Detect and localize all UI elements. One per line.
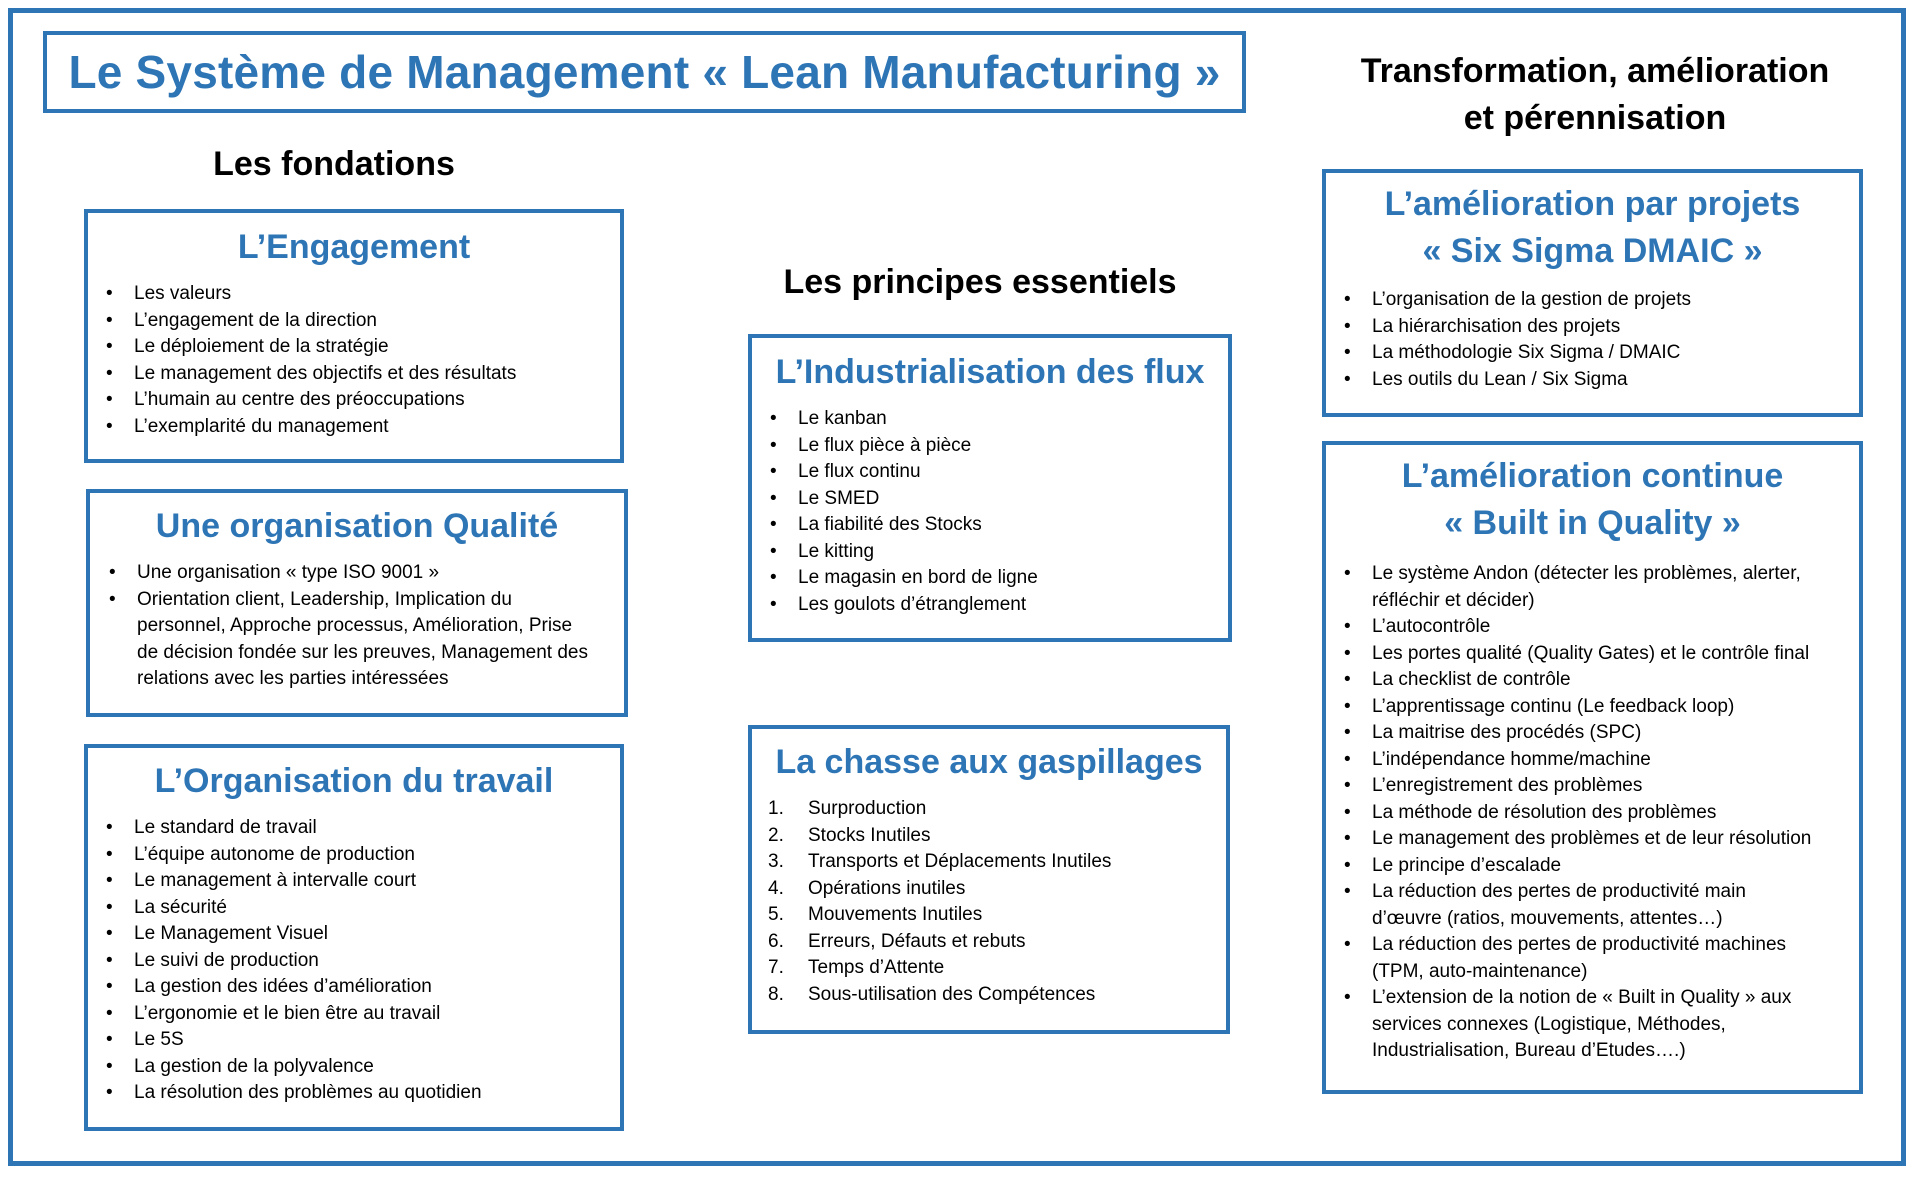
list-item	[137, 560, 624, 587]
list-item	[1372, 561, 1859, 614]
list-item: • Le flux continu	[798, 459, 1228, 486]
continuous-list	[1372, 561, 1859, 1065]
list-item	[1372, 853, 1859, 880]
continuous-box	[1322, 441, 1863, 1094]
list-item-line: • La méthode de résolution des problèmes	[1372, 801, 1717, 823]
list-item: • Le 5S	[134, 1027, 620, 1054]
list-item	[1372, 641, 1859, 668]
list-item: • Le kanban	[798, 406, 1228, 433]
list-item: • L’engagement de la direction	[134, 308, 620, 335]
list-item	[1372, 667, 1859, 694]
item-text: Mouvements Inutiles	[808, 904, 983, 925]
heading-principles: Les principes essentiels	[783, 263, 1177, 301]
list-item: • La gestion des idées d’amélioration	[134, 974, 620, 1001]
heading-transformation	[1320, 48, 1870, 142]
list-item: • Le magasin en bord de ligne	[798, 565, 1228, 592]
list-item-line: réfléchir et décider)	[1372, 589, 1535, 611]
quality-org-title: Une organisation Qualité	[155, 507, 559, 545]
list-item	[1372, 614, 1859, 641]
list-item-line: • Le management des problèmes et de leur résolution	[1372, 828, 1812, 849]
list-item: • Le management des objectifs et des résultats	[134, 361, 620, 388]
list-item-line: (TPM, auto-maintenance)	[1372, 960, 1588, 982]
list-item: • Le déploiement de la stratégie	[134, 334, 620, 361]
list-item: • Les valeurs	[134, 281, 620, 308]
engagement-box	[84, 209, 624, 463]
item-number: 3.	[768, 851, 784, 872]
flux-list	[798, 406, 1228, 618]
list-item	[1372, 879, 1859, 932]
item-text: Temps d’Attente	[808, 957, 945, 978]
quality-org-list	[137, 560, 624, 693]
title-box	[43, 31, 1246, 113]
list-item: • Le flux pièce à pièce	[798, 433, 1228, 460]
list-item	[1372, 720, 1859, 747]
list-item-line: • L’apprentissage continu (Le feedback loop)	[1372, 695, 1735, 717]
list-item-line: • L’indépendance homme/machine	[1372, 748, 1651, 770]
work-org-box	[84, 744, 624, 1131]
numbered-item	[768, 902, 1226, 929]
quality-org-box	[86, 489, 628, 717]
list-item-line: relations avec les parties intéressées	[137, 668, 449, 689]
engagement-list	[134, 281, 620, 440]
list-item: • La méthodologie Six Sigma / DMAIC	[1372, 340, 1859, 367]
list-item-line: • La checklist de contrôle	[1372, 669, 1571, 690]
heading-transformation-line1: Transformation, amélioration	[1360, 52, 1830, 90]
list-item-line: • L’enregistrement des problèmes	[1372, 775, 1643, 796]
item-number: 7.	[768, 957, 784, 978]
list-item-line: • Le principe d’escalade	[1372, 854, 1562, 876]
item-text: Opérations inutiles	[808, 877, 966, 899]
list-item	[1372, 800, 1859, 827]
list-item: • Les goulots d’étranglement	[798, 592, 1228, 619]
list-item: • Le SMED	[798, 486, 1228, 513]
numbered-item	[768, 876, 1226, 903]
list-item: • L’ergonomie et le bien être au travail	[134, 1001, 620, 1028]
item-number: 5.	[768, 904, 784, 925]
list-item: • La fiabilité des Stocks	[798, 512, 1228, 539]
continuous-title-line2: « Built in Quality »	[1444, 504, 1741, 542]
list-item	[1372, 747, 1859, 774]
list-item: • Le suivi de production	[134, 948, 620, 975]
list-item: • Le kitting	[798, 539, 1228, 566]
page-title: Le Système de Management « Lean Manufacturing »	[68, 46, 1221, 98]
waste-title: La chasse aux gaspillages	[775, 743, 1203, 781]
list-item-line: • La réduction des pertes de productivité main	[1372, 881, 1746, 902]
item-number: 1.	[768, 798, 784, 819]
list-item: • L’exemplarité du management	[134, 414, 620, 441]
list-item-line: • Orientation client, Leadership, Implication du	[137, 588, 512, 610]
list-item: • L’organisation de la gestion de projets	[1372, 287, 1859, 314]
projects-box	[1322, 169, 1863, 417]
list-item-line: • Une organisation « type ISO 9001 »	[137, 562, 440, 583]
numbered-item	[768, 823, 1226, 850]
projects-title	[1326, 181, 1859, 275]
numbered-item	[768, 955, 1226, 982]
heading-foundations: Les fondations	[213, 145, 455, 183]
list-item: • Le Management Visuel	[134, 921, 620, 948]
list-item-line: • La maitrise des procédés (SPC)	[1372, 722, 1642, 743]
item-number: 6.	[768, 930, 784, 952]
projects-list	[1372, 287, 1859, 393]
item-number: 4.	[768, 877, 784, 899]
list-item	[137, 587, 624, 693]
list-item-line: d’œuvre (ratios, mouvements, attentes…)	[1372, 907, 1723, 929]
list-item: • L’équipe autonome de production	[134, 842, 620, 869]
list-item: • L’humain au centre des préoccupations	[134, 387, 620, 414]
work-org-list	[134, 815, 620, 1107]
list-item	[1372, 694, 1859, 721]
list-item: • La sécurité	[134, 895, 620, 922]
list-item: • La gestion de la polyvalence	[134, 1054, 620, 1081]
list-item: • La résolution des problèmes au quotidien	[134, 1080, 620, 1107]
item-text: Sous-utilisation des Compétences	[808, 983, 1096, 1005]
item-text: Stocks Inutiles	[808, 824, 931, 846]
list-item	[1372, 826, 1859, 853]
continuous-title-line1: L’amélioration continue	[1401, 457, 1784, 495]
list-item-line: • La réduction des pertes de productivité machines	[1372, 934, 1787, 955]
list-item-line: services connexes (Logistique, Méthodes,	[1372, 1013, 1726, 1035]
projects-title-line2: « Six Sigma DMAIC »	[1422, 232, 1763, 270]
list-item-line: de décision fondée sur les preuves, Management des	[137, 641, 588, 663]
list-item: • La hiérarchisation des projets	[1372, 314, 1859, 341]
projects-title-line1: L’amélioration par projets	[1384, 185, 1801, 223]
list-item	[1372, 773, 1859, 800]
numbered-item	[768, 982, 1226, 1009]
numbered-item	[768, 929, 1226, 956]
item-text: Surproduction	[808, 798, 927, 819]
waste-list	[768, 796, 1226, 1008]
flux-box	[748, 334, 1232, 642]
list-item	[1372, 932, 1859, 985]
list-item-line: • L’extension de la notion de « Built in Quality » aux	[1372, 987, 1792, 1008]
list-item-line: • Les portes qualité (Quality Gates) et le contrôle final	[1372, 642, 1810, 664]
numbered-item	[768, 796, 1226, 823]
numbered-item	[768, 849, 1226, 876]
list-item	[1372, 985, 1859, 1065]
list-item-line: personnel, Approche processus, Amélioration, Prise	[137, 615, 573, 636]
list-item: • Le standard de travail	[134, 815, 620, 842]
list-item-line: • Le système Andon (détecter les problèmes, alerter,	[1372, 563, 1801, 584]
item-number: 8.	[768, 983, 784, 1005]
item-text: Transports et Déplacements Inutiles	[808, 851, 1112, 872]
item-number: 2.	[768, 824, 784, 846]
item-text: Erreurs, Défauts et rebuts	[808, 930, 1026, 952]
list-item: • Le management à intervalle court	[134, 868, 620, 895]
work-org-title: L’Organisation du travail	[154, 762, 554, 800]
list-item-line: Industrialisation, Bureau d’Etudes….)	[1372, 1040, 1686, 1061]
flux-title: L’Industrialisation des flux	[775, 353, 1205, 391]
engagement-title: L’Engagement	[237, 228, 471, 266]
heading-transformation-line2: et pérennisation	[1463, 99, 1727, 137]
continuous-title	[1326, 453, 1859, 547]
list-item: • Les outils du Lean / Six Sigma	[1372, 367, 1859, 394]
list-item-line: • L’autocontrôle	[1372, 616, 1491, 637]
waste-box	[748, 725, 1230, 1034]
